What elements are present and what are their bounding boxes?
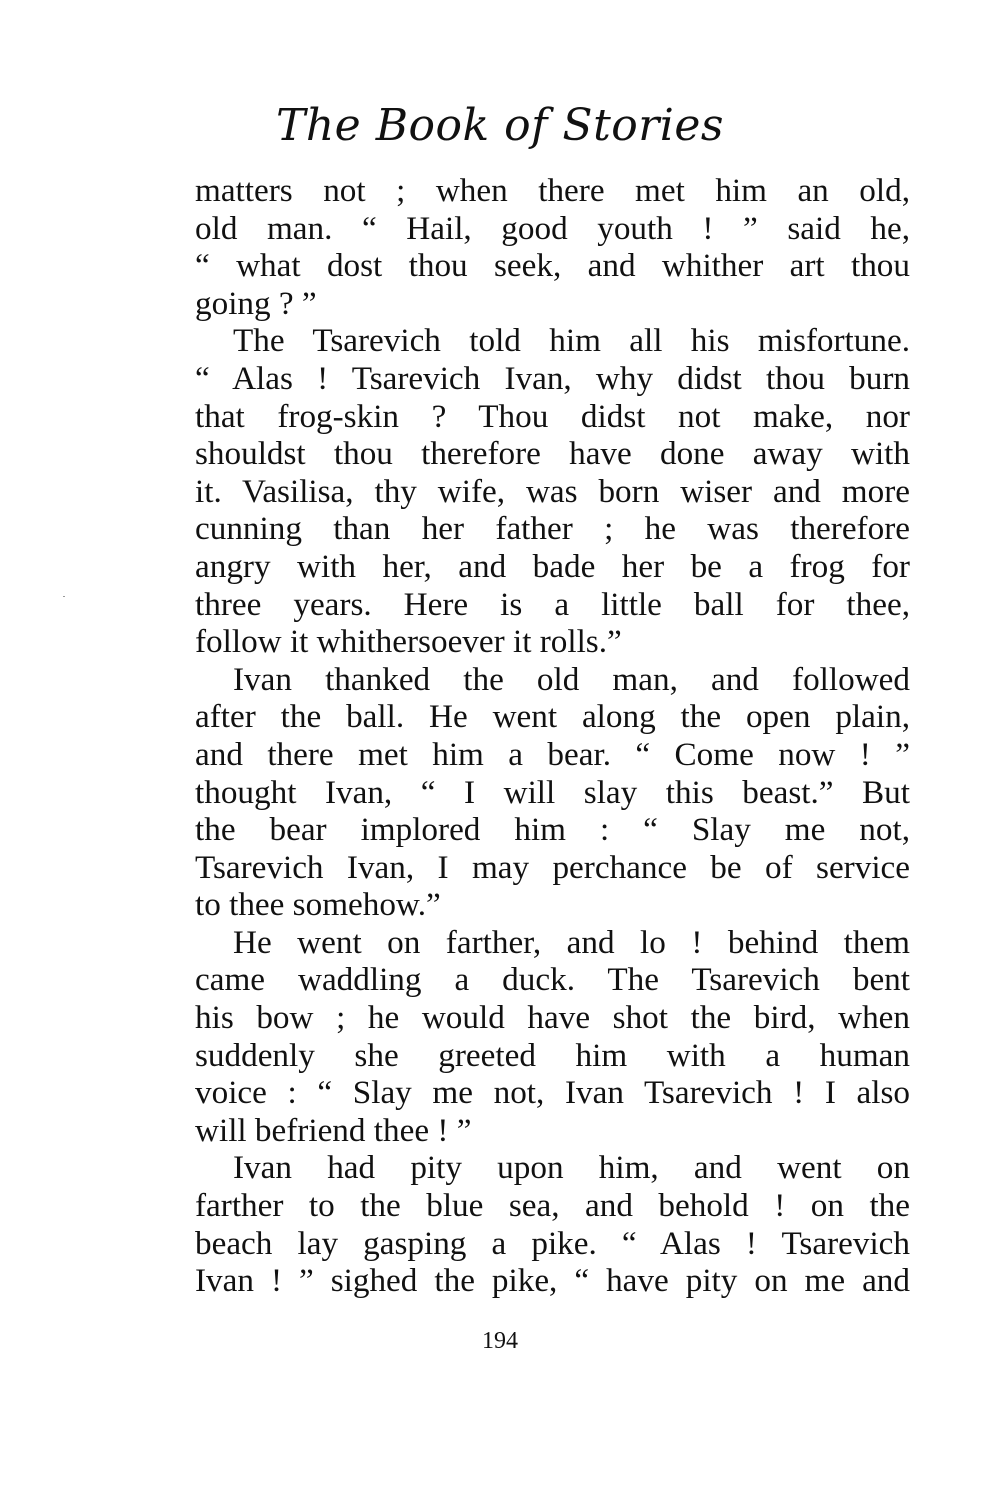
paragraph-start-line: The Tsarevich told him all his misfortune.: [233, 322, 910, 360]
text-line: shouldst thou therefore have done away with: [195, 435, 910, 473]
text-line: old man. “ Hail, good youth ! ” said he,: [195, 209, 910, 247]
paragraph-start-line: He went on farther, and lo ! behind them: [233, 923, 910, 961]
text-line: voice : “ Slay me not, Ivan Tsarevich ! I also: [195, 1074, 910, 1112]
paragraph-start-line: Ivan thanked the old man, and followed: [233, 660, 910, 698]
text-line: that frog-skin ? Thou didst not make, nor: [195, 397, 910, 435]
text-line: cunning than her father ; he was therefore: [195, 510, 910, 548]
text-line: follow it whithersoever it rolls.”: [195, 623, 622, 661]
text-line: three years. Here is a little ball for thee,: [195, 585, 910, 623]
text-line: “ what dost thou seek, and whither art thou: [195, 247, 910, 285]
text-line: suddenly she greeted him with a human: [195, 1036, 910, 1074]
text-line: will befriend thee ! ”: [195, 1111, 472, 1149]
text-line: came waddling a duck. The Tsarevich bent: [195, 961, 910, 999]
text-line: angry with her, and bade her be a frog for: [195, 547, 910, 585]
text-line: matters not ; when there met him an old,: [195, 172, 910, 209]
running-title: The Book of Stories: [276, 100, 724, 151]
paragraph-start-line: Ivan had pity upon him, and went on: [233, 1149, 910, 1187]
page-number: 194: [482, 1328, 518, 1354]
body-text: [195, 172, 910, 1300]
text-line: the bear implored him : “ Slay me not,: [195, 811, 910, 849]
text-line: it. Vasilisa, thy wife, was born wiser and more: [195, 472, 910, 510]
text-line: “ Alas ! Tsarevich Ivan, why didst thou burn: [195, 359, 910, 397]
text-line: and there met him a bear. “ Come now ! ”: [195, 735, 910, 773]
text-line: farther to the blue sea, and behold ! on the: [195, 1187, 910, 1225]
text-line: to thee somehow.”: [195, 886, 441, 924]
text-line: beach lay gasping a pike. “ Alas ! Tsarevich: [195, 1224, 910, 1262]
text-line: thought Ivan, “ I will slay this beast.” But: [195, 773, 910, 811]
text-line: Ivan ! ” sighed the pike, “ have pity on me and: [195, 1262, 910, 1300]
text-line: going ? ”: [195, 284, 317, 322]
text-line: after the ball. He went along the open plain,: [195, 698, 910, 736]
text-line: Tsarevich Ivan, I may perchance be of service: [195, 848, 910, 886]
margin-speck: [63, 596, 65, 597]
text-line: his bow ; he would have shot the bird, when: [195, 999, 910, 1037]
